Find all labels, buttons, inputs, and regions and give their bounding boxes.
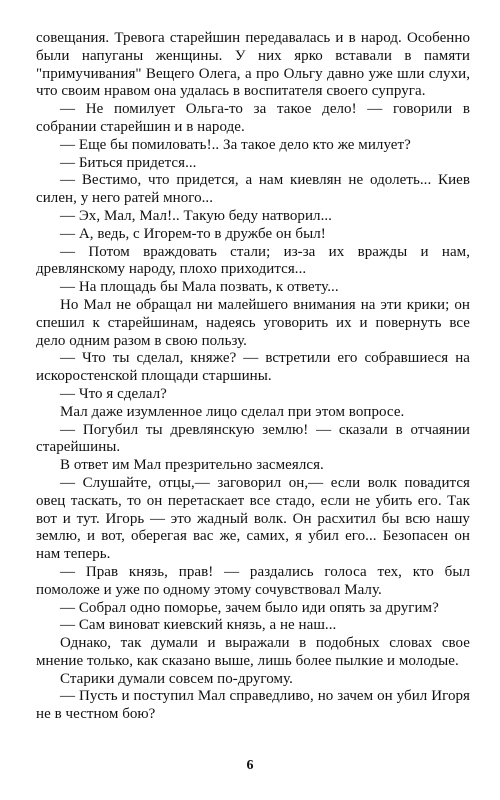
paragraph: — Не помилует Ольга-то за такое дело! — говорили в собрании старейшин и в народе. [36, 101, 470, 135]
paragraph: совещания. Тревога старейшин передавалась и в народ. Особенно были напуганы женщины. У них ярко вставали в памяти "примучивания" Вещего Олега, а про Ольгу давно уже шли слухи, что своим нравом она удалась в воспитателя своего супруга. [36, 30, 470, 100]
paragraph: — Эх, Мал, Мал!.. Такую беду натворил... [60, 207, 332, 224]
paragraph: — Собрал одно поморье, зачем было иди опять за другим? [60, 599, 439, 616]
paragraph: — Сам виноват киевский князь, а не наш... [60, 617, 337, 634]
page-text [36, 30, 470, 724]
paragraph: Старики думали совсем по-другому. [60, 670, 293, 687]
paragraph: — Еще бы помиловать!.. За такое дело кто же милует? [60, 136, 411, 153]
paragraph: Мал даже изумленное лицо сделал при этом вопросе. [60, 403, 405, 420]
paragraph: — Что я сделал? [60, 385, 167, 402]
paragraph: — Что ты сделал, княже? — встретили его собравшиеся на искоростенской площади старшины. [36, 350, 470, 385]
paragraph: Но Мал не обращал ни малейшего внимания на эти крики; он спешил к старейшинам, надеясь уговорить их и повернуть все дело одним разом в свою пользу. [36, 296, 470, 349]
paragraph: — Потом враждовать стали; из-за их вражды и нам, древлянскому народу, плохо приходится... [36, 243, 470, 278]
paragraph: — Пусть и поступил Мал справедливо, но зачем он убил Игоря не в честном бою? [36, 688, 470, 723]
paragraph: — Погубил ты древлянскую землю! — сказали в отчаянии старейшины. [36, 421, 470, 456]
paragraph: — Биться придется... [60, 154, 197, 171]
paragraph: В ответ им Мал презрительно засмеялся. [60, 457, 324, 474]
paragraph: — А, ведь, с Игорем-то в дружбе он был! [60, 225, 326, 242]
paragraph: — На площадь бы Мала позвать, к ответу... [60, 279, 339, 296]
page-number: 6 [246, 758, 254, 773]
paragraph: — Слушайте, отцы,— заговорил он,— если волк повадится овец таскать, то он перетаскает все стадо, если не убить его. Так вот и тут. Игорь — это жадный волк. Он расхитил бы всю нашу землю, и вот, оберегая вас же, самих, я убил его... Безопасен он нам теперь. [36, 474, 470, 563]
paragraph: Однако, так думали и выражали в подобных словах свое мнение только, как сказано выше, лишь более пылкие и молодые. [36, 635, 470, 669]
paragraph: — Вестимо, что придется, а нам киевлян не одолеть... Киев силен, у него ратей много... [36, 172, 470, 207]
paragraph: — Прав князь, прав! — раздались голоса тех, кто был помоложе и уже по одному этому сочувствовал Малу. [36, 563, 470, 598]
